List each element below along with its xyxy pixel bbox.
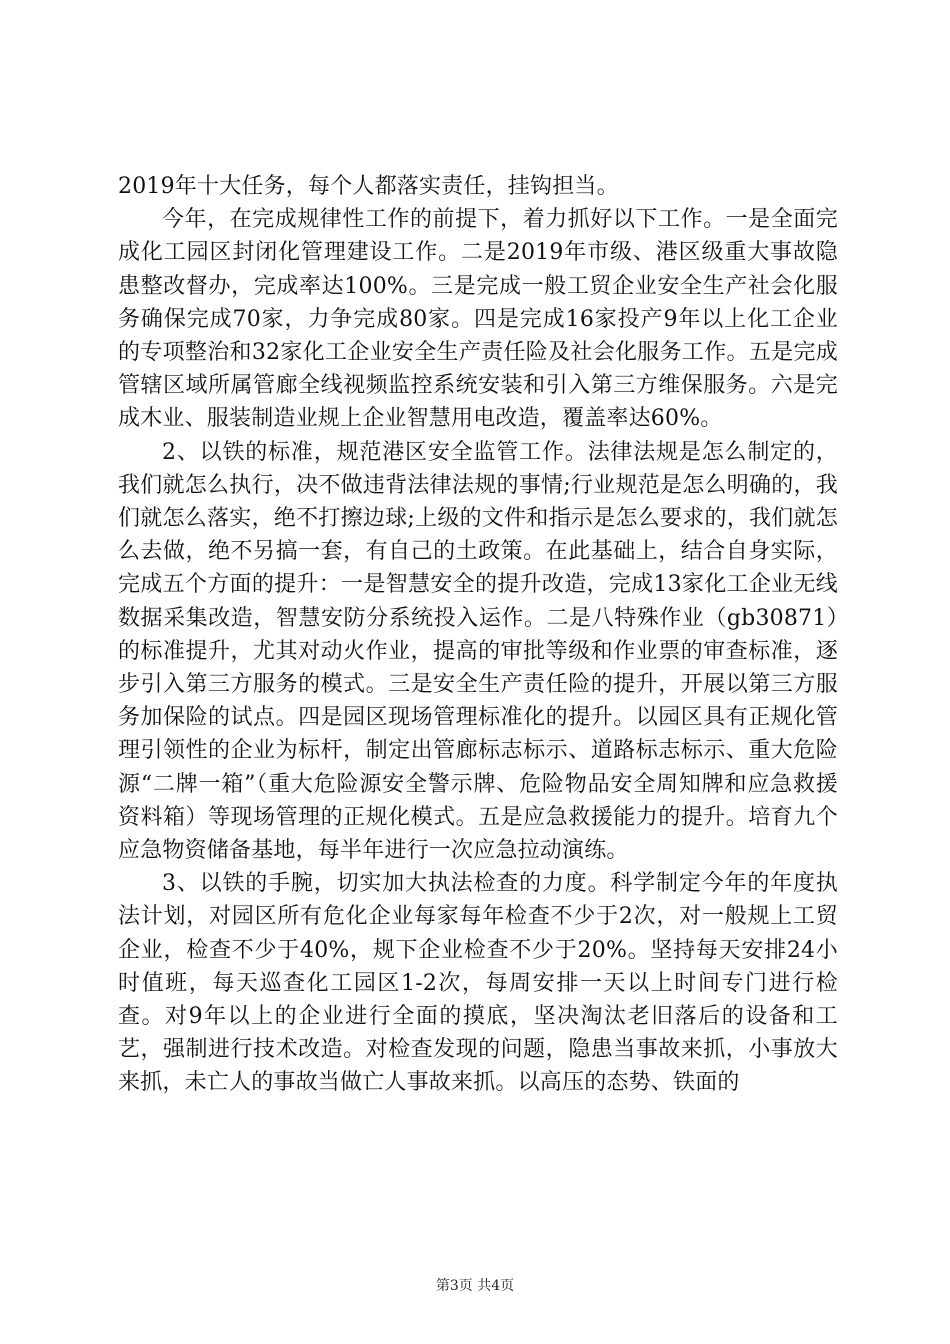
paragraph-annual-tasks: 今年，在完成规律性工作的前提下，着力抓好以下工作。一是全面完成化工园区封闭化管理建设工作。二是2019年市级、港区级重大事故隐患整改督办，完成率达100%。三是完成一般工贸企业安全生产社会化服务确保完成70家，力争完成80家。四是完成16家投产9年以上化工企业的专项整治和32家化工企业安全生产责任险及社会化服务工作。五是完成管辖区域所属管廊全线视频监控系统安装和引入第三方维保服务。六是完成木业、服装制造业规上企业智慧用电改造，覆盖率达60%。 bbox=[118, 207, 838, 432]
paragraph-enforcement: 3、以铁的手腕，切实加大执法检查的力度。科学制定今年的年度执法计划，对园区所有危化企业每家每年检查不少于2次，对一般规上工贸企业，检查不少于40%，规下企业检查不少于20%。坚持每天安排24小时值班，每天巡查化工园区1-2次，每周安排一天以上时间专门进行检查。对9年以上的企业进行全面的摸底，坚决淘汰老旧落后的设备和工艺，强制进行技术改造。对检查发现的问题，隐患当事故来抓，小事放大来抓，未亡人的事故当做亡人事故来抓。以高压的态势、铁面的 bbox=[118, 871, 838, 1096]
paragraph-continuation: 2019年十大任务，每个人都落实责任，挂钩担当。 bbox=[118, 174, 619, 199]
paragraph-standards: 2、以铁的标准，规范港区安全监管工作。法律法规是怎么制定的，我们就怎么执行，决不做违背法律法规的事情;行业规范是怎么明确的，我们就怎么落实，绝不打擦边球;上级的文件和指示是怎么要求的，我们就怎么去做，绝不另搞一套，有自己的土政策。在此基础上，结合自身实际，完成五个方面的提升：一是智慧安全的提升改造，完成13家化工企业无线数据采集改造，智慧安防分系统投入运作。二是八特殊作业（gb30871）的标准提升，尤其对动火作业，提高的审批等级和作业票的审查标准，逐步引入第三方服务的模式。三是安全生产责任险的提升，开展以第三方服务加保险的试点。四是园区现场管理标准化的提升。以园区具有正规化管理引领性的企业为标杆，制定出管廊标志标示、道路标志标示、重大危险源“二牌一箱”（重大危险源安全警示牌、危险物品安全周知牌和应急救援资料箱）等现场管理的正规化模式。五是应急救援能力的提升。培育九个应急物资储备基地，每半年进行一次应急拉动演练。 bbox=[118, 439, 838, 864]
page-number-footer: 第3页 共4页 bbox=[435, 1278, 515, 1294]
document-body bbox=[118, 170, 838, 1100]
